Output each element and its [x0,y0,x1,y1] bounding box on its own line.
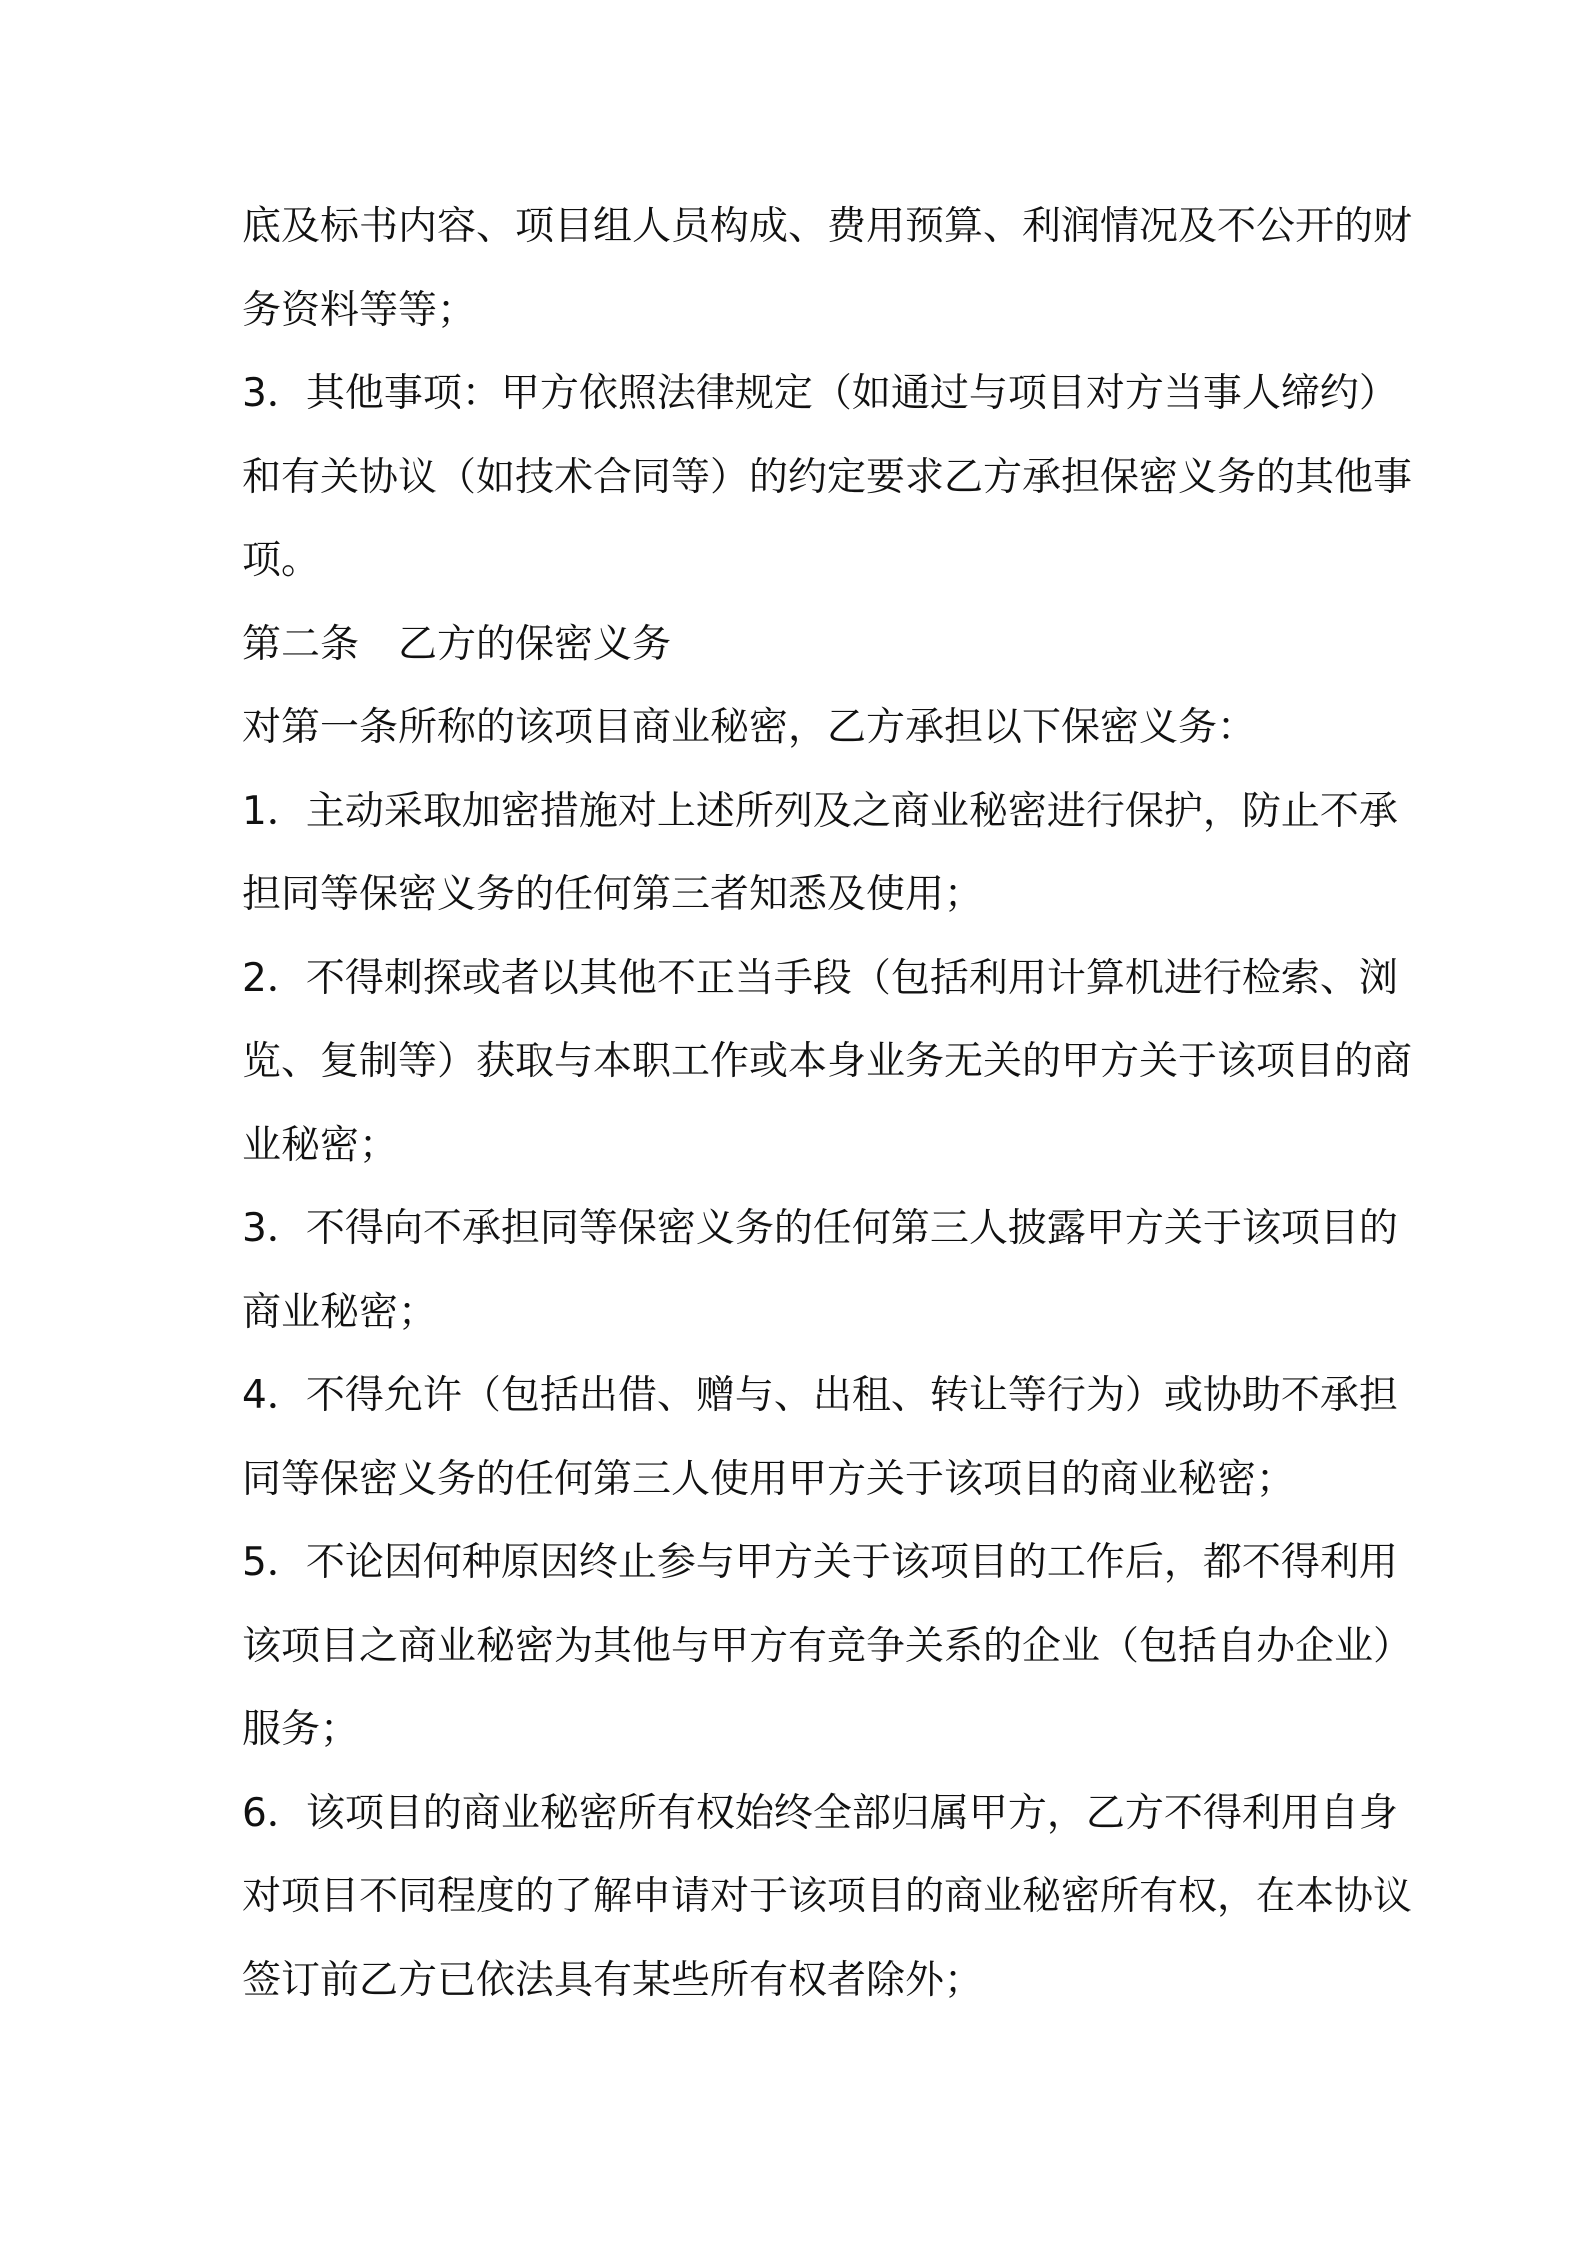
text-line: 项。 [242,538,321,583]
text-line: 该项目之商业秘密为其他与甲方有竞争关系的企业（包括自办企业） [242,1623,1413,1669]
list-item-2: 2．不得刺探或者以其他不正当手段（包括利用计算机进行检索、浏 [242,955,1398,1001]
text-line: 底及标书内容、项目组人员构成、费用预算、利润情况及不公开的财 [242,204,1413,249]
list-item-3: 3．不得向不承担同等保密义务的任何第三人披露甲方关于该项目的 [242,1206,1398,1251]
text-line: 务资料等等； [242,287,477,333]
text-line: 览、复制等）获取与本职工作或本身业务无关的甲方关于该项目的商 [242,1039,1413,1084]
section-intro: 对第一条所称的该项目商业秘密，乙方承担以下保密义务： [242,705,1257,750]
text-line: 同等保密义务的任何第三人使用甲方关于该项目的商业秘密； [242,1456,1296,1502]
list-item-3-other-matters: 3．其他事项：甲方依照法律规定（如通过与项目对方当事人缔约） [242,371,1398,416]
text-line: 对项目不同程度的了解申请对于该项目的商业秘密所有权，在本协议 [242,1874,1413,1919]
list-item-1: 1．主动采取加密措施对上述所列及之商业秘密进行保护，防止不承 [242,788,1398,834]
list-item-5: 5．不论因何种原因终止参与甲方关于该项目的工作后，都不得利用 [242,1540,1398,1585]
text-line: 商业秘密； [242,1289,438,1335]
text-line: 和有关协议（如技术合同等）的约定要求乙方承担保密义务的其他事 [242,454,1413,500]
text-line: 业秘密； [242,1122,399,1168]
list-item-6: 6．该项目的商业秘密所有权始终全部归属甲方，乙方不得利用自身 [242,1790,1398,1836]
text-line: 担同等保密义务的任何第三者知悉及使用； [242,872,984,917]
section-heading-article-2: 第二条 乙方的保密义务 [242,621,672,667]
list-item-4: 4．不得允许（包括出借、赠与、出租、转让等行为）或协助不承担 [242,1373,1398,1418]
document-body [242,185,1413,2022]
text-line: 服务； [242,1707,360,1752]
text-line: 签订前乙方已依法具有某些所有权者除外； [242,1957,984,2003]
